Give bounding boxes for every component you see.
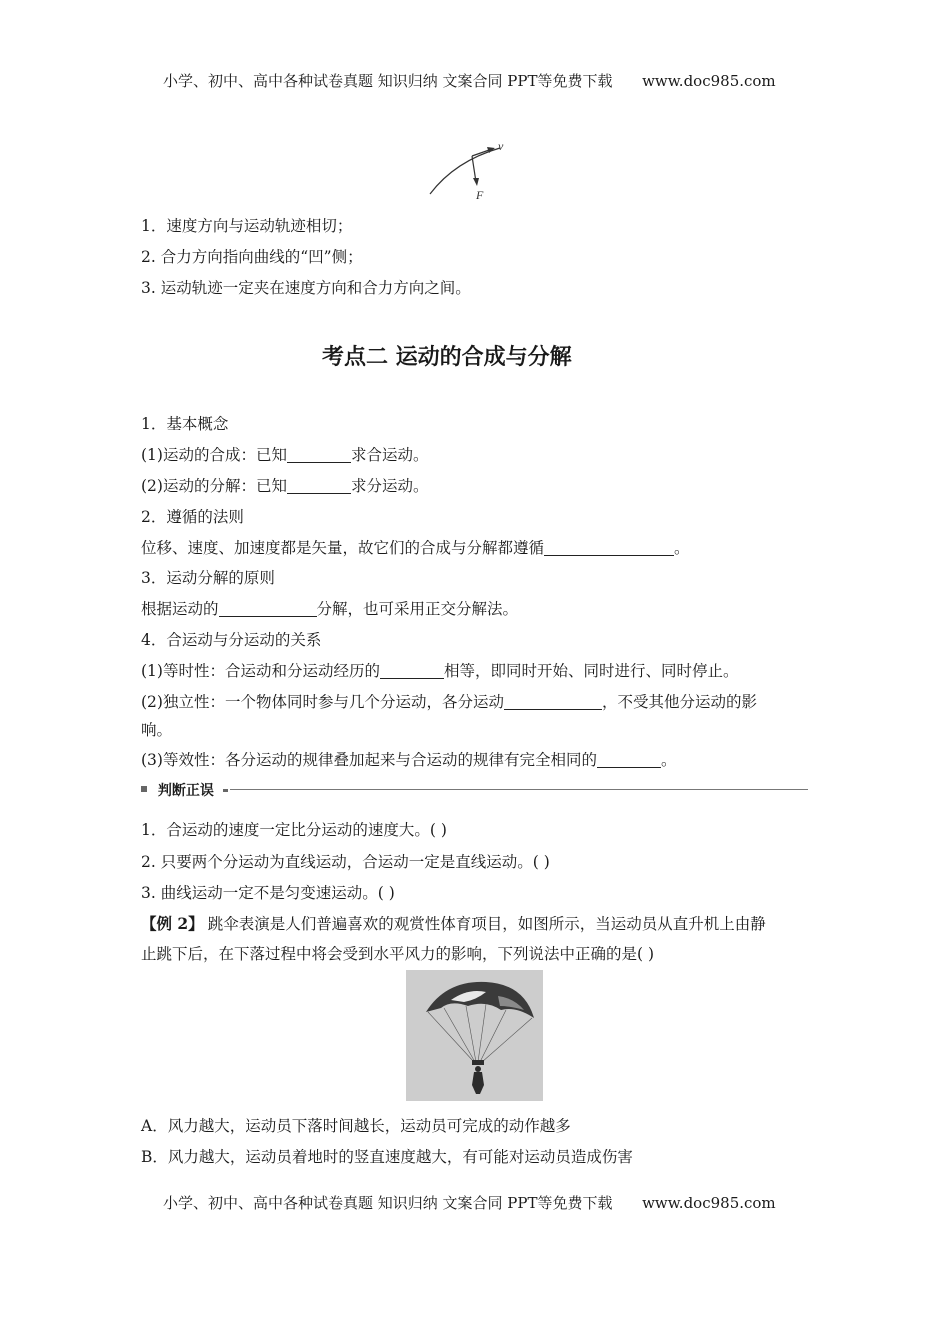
footer-site[interactable]: www.doc985.com <box>642 1194 776 1212</box>
blank-4[interactable] <box>219 600 317 617</box>
relation-simultaneity: (1)等时性：合运动和分运动经历的 相等，即同时开始、同时进行、同时停止。 <box>141 662 739 680</box>
option-a[interactable]: A．风力越大，运动员下落时间越长，运动员可完成的动作越多 <box>141 1117 571 1135</box>
square-bullet-icon <box>141 786 147 792</box>
concept-heading-4: 4．合运动与分运动的关系 <box>141 631 322 649</box>
example-line-1: 【例 2】 跳伞表演是人们普遍喜欢的观赏性体育项目，如图所示，当运动员从直升机上由静 <box>141 914 766 933</box>
blank-6[interactable] <box>504 693 602 710</box>
section-title: 考点二 运动的合成与分解 <box>322 345 572 370</box>
relation-independence: (2)独立性：一个物体同时参与几个分运动，各分运动 ，不受其他分运动的影 <box>141 693 757 711</box>
blank-2[interactable] <box>287 477 351 494</box>
concept-law: 位移、速度、加速度都是矢量，故它们的合成与分解都遵循 。 <box>141 539 690 557</box>
velocity-label: v <box>498 139 504 153</box>
page-header: 小学、初中、高中各种试卷真题 知识归纳 文案合同 PPT等免费下载 www.doc985.com <box>163 72 776 90</box>
blank-7[interactable] <box>597 751 661 768</box>
judge-item-2: 2. 只要两个分运动为直线运动，合运动一定是直线运动。( ) <box>141 853 550 871</box>
curve-velocity-force-diagram <box>420 136 530 206</box>
blank-1[interactable] <box>287 446 351 463</box>
header-site[interactable]: www.doc985.com <box>642 72 776 90</box>
blank-5[interactable] <box>380 662 444 679</box>
judge-section-label: 判断正误 <box>141 780 228 800</box>
rule-3: 3. 运动轨迹一定夹在速度方向和合力方向之间。 <box>141 279 471 297</box>
concept-heading-1: 1．基本概念 <box>141 415 229 433</box>
example-line-2: 止跳下后，在下落过程中将会受到水平风力的影响，下列说法中正确的是( ) <box>141 945 655 963</box>
concept-decomposition: (2)运动的分解：已知 求分运动。 <box>141 477 429 495</box>
relation-independence-cont: 响。 <box>141 721 173 739</box>
force-label: F <box>476 188 484 202</box>
concept-principle: 根据运动的 分解，也可采用正交分解法。 <box>141 600 519 618</box>
concept-heading-3: 3．运动分解的原则 <box>141 569 275 587</box>
parachute-illustration <box>406 970 543 1101</box>
relation-equivalence: (3)等效性：各分运动的规律叠加起来与合运动的规律有完全相同的 。 <box>141 751 677 769</box>
page-footer: 小学、初中、高中各种试卷真题 知识归纳 文案合同 PPT等免费下载 www.doc985.com <box>163 1194 776 1212</box>
dash-icon <box>223 789 228 792</box>
concept-heading-2: 2．遵循的法则 <box>141 508 244 526</box>
rule-1: 1．速度方向与运动轨迹相切； <box>141 217 353 235</box>
rule-2: 2. 合力方向指向曲线的“凹”侧； <box>141 248 363 266</box>
judge-divider <box>230 789 808 790</box>
blank-3[interactable] <box>544 539 674 556</box>
option-b[interactable]: B．风力越大，运动员着地时的竖直速度越大，有可能对运动员造成伤害 <box>141 1148 633 1166</box>
concept-synthesis: (1)运动的合成：已知 求合运动。 <box>141 446 429 464</box>
parachute-photo <box>406 970 543 1101</box>
judge-item-1: 1．合运动的速度一定比分运动的速度大。( ) <box>141 821 447 839</box>
judge-item-3: 3. 曲线运动一定不是匀变速运动。( ) <box>141 884 395 902</box>
